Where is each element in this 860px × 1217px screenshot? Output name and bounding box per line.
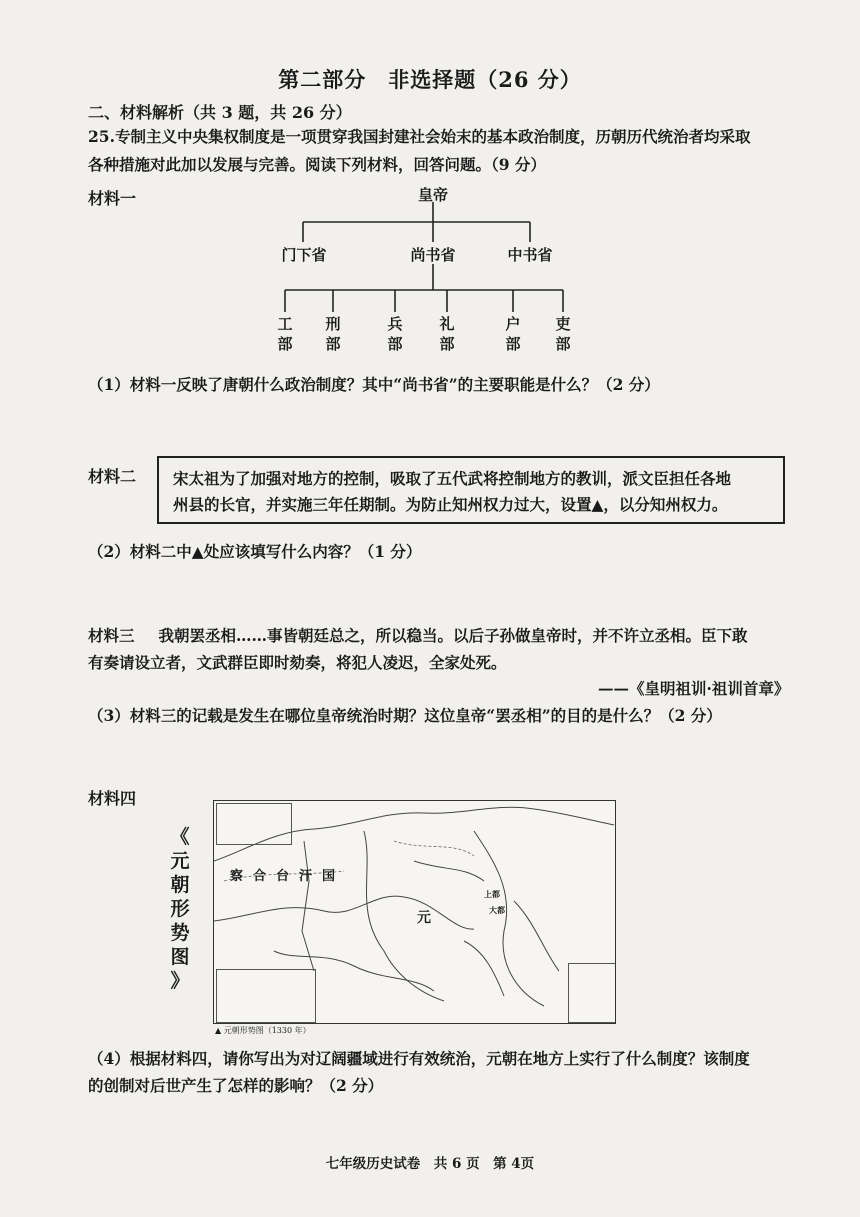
material2-box [157, 456, 785, 524]
yuan-map [213, 800, 616, 1024]
question-2: （2）材料二中▲处应该填写什么内容？（1 分） [88, 542, 422, 561]
map-legend [216, 803, 292, 845]
material2-label: 材料二 [88, 467, 137, 486]
question-3: （3）材料三的记载是发生在哪位皇帝统治时期？这位皇帝“罢丞相”的目的是什么？（2 分） [88, 706, 722, 725]
map-label-dadu: 大都 [489, 905, 505, 915]
q25-intro-line2: 各种措施对此加以发展与完善。阅读下列材料，回答问题。（9 分） [88, 155, 546, 174]
org-zhongshu: 中书省 [507, 246, 553, 264]
material3-line1: 材料三 我朝罢丞相……事皆朝廷总之，所以稳当。以后子孙做皇帝时，并不许立丞相。臣下敢 [88, 626, 748, 645]
material3-source: ——《皇明祖训·祖训首章》 [598, 679, 790, 698]
dept-li-personnel: 吏 部 [555, 315, 571, 353]
map-side-title: 《 元 朝 形 势 图 》 [170, 826, 190, 992]
map-caption: ▲ 元朝形势图（1330 年） [215, 1026, 311, 1035]
org-chart-lines [0, 0, 860, 360]
org-emperor: 皇帝 [417, 186, 448, 204]
page-footer: 七年级历史试卷 共 6 页 第 4页 [325, 1156, 535, 1172]
question-4-line2: 的创制对后世产生了怎样的影响？（2 分） [88, 1076, 384, 1095]
dept-bing: 兵 部 [387, 315, 403, 353]
material4-label: 材料四 [88, 789, 137, 808]
dept-gong: 工 部 [277, 315, 293, 353]
material2-line1: 宋太祖为了加强对地方的控制，吸取了五代武将控制地方的教训，派文臣担任各地 [173, 469, 732, 488]
map-label-region: 察合台汗国 [230, 869, 346, 884]
map-inset-right [568, 963, 616, 1023]
section-heading: 二、材料解析（共 3 题，共 26 分） [88, 103, 352, 122]
dept-xing: 刑 部 [325, 315, 341, 353]
org-shangshu: 尚书省 [410, 246, 456, 264]
dept-li-rites: 礼 部 [439, 315, 455, 353]
material3-line2: 有奏请设立者，文武群臣即时劾奏，将犯人凌迟，全家处死。 [88, 653, 507, 672]
map-label-yuan: 元 [417, 910, 431, 926]
question-4-line1: （4）根据材料四，请你写出为对辽阔疆域进行有效统治，元朝在地方上实行了什么制度？该制度 [88, 1049, 750, 1068]
question-1: （1）材料一反映了唐朝什么政治制度？其中“尚书省”的主要职能是什么？（2 分） [88, 375, 660, 394]
map-inset-left [216, 969, 316, 1023]
material2-line2: 州县的长官，并实施三年任期制。为防止知州权力过大，设置▲，以分知州权力。 [173, 495, 728, 514]
org-menxia: 门下省 [281, 246, 327, 264]
material1-label: 材料一 [88, 189, 137, 208]
q25-intro-line1: 25.专制主义中央集权制度是一项贯穿我国封建社会始末的基本政治制度，历朝历代统治者均采取 [88, 127, 751, 146]
page-title: 第二部分 非选择题（26 分） [278, 67, 582, 92]
map-label-shangdu: 上都 [484, 889, 500, 899]
material3-label: 材料三 [88, 626, 135, 645]
dept-hu: 户 部 [505, 315, 521, 353]
